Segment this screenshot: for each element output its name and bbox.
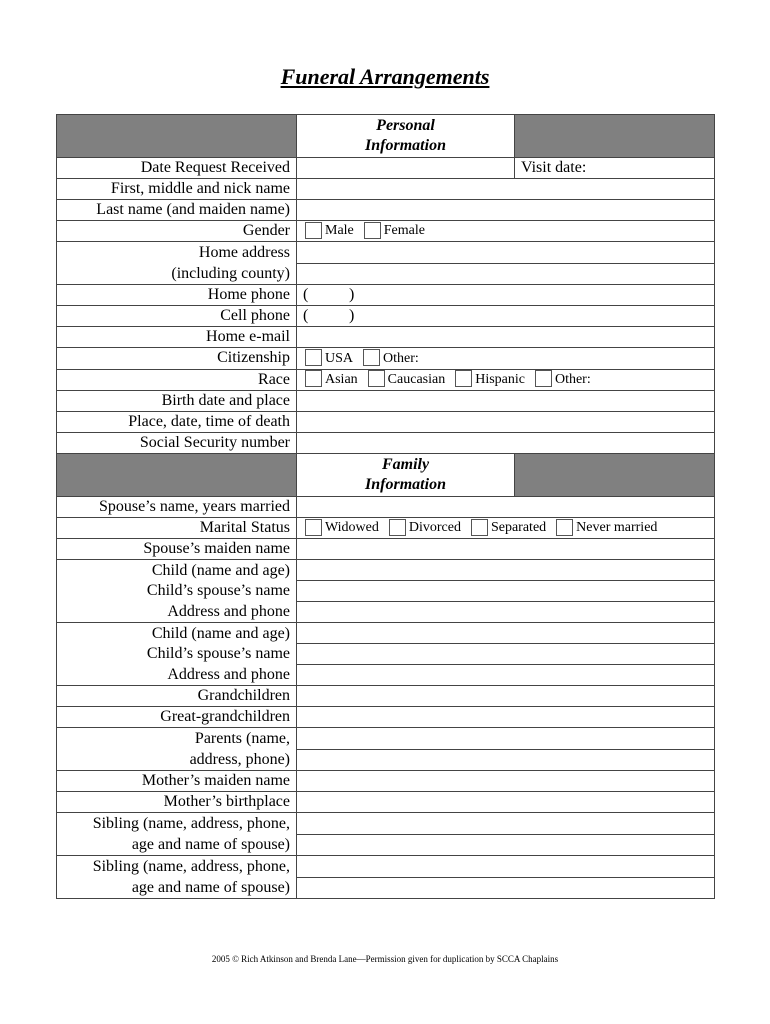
field-child-2-name[interactable] <box>297 623 715 644</box>
form-row <box>57 179 715 200</box>
caucasian-checkbox[interactable] <box>368 370 385 387</box>
field-gender <box>297 221 715 242</box>
field-visit-date[interactable]: Visit date: <box>515 158 715 179</box>
form-row <box>57 560 715 581</box>
field-spouse-maiden[interactable] <box>297 539 715 560</box>
widowed-checkbox[interactable] <box>305 519 322 536</box>
female-option-label: Female <box>383 223 425 239</box>
form-row <box>57 707 715 728</box>
field-grandchildren[interactable] <box>297 686 715 707</box>
label-child-1: Child (name and age) Child’s spouse’s name Address and phone <box>57 560 297 623</box>
label-parents: Parents (name, address, phone) <box>57 728 297 771</box>
form-row <box>57 623 715 644</box>
label-home-phone: Home phone <box>57 285 297 306</box>
field-mother-maiden[interactable] <box>297 771 715 792</box>
label-great-grandchildren: Great-grandchildren <box>57 707 297 728</box>
never-married-checkbox[interactable] <box>556 519 573 536</box>
field-home-address-line2[interactable] <box>297 263 715 285</box>
separated-checkbox[interactable] <box>471 519 488 536</box>
header-shade-right <box>515 453 715 496</box>
header-shade-left <box>57 453 297 496</box>
page-title: Funeral Arrangements <box>280 64 490 89</box>
field-parents-line1[interactable] <box>297 728 715 750</box>
header-shade-left <box>57 115 297 158</box>
label-date-request: Date Request Received <box>57 158 297 179</box>
hispanic-option-label: Hispanic <box>475 371 525 387</box>
label-cell-phone: Cell phone <box>57 306 297 327</box>
field-last-name[interactable] <box>297 200 715 221</box>
form-row <box>57 771 715 792</box>
race-other-checkbox[interactable] <box>535 370 552 387</box>
form-row <box>57 369 715 390</box>
asian-checkbox[interactable] <box>305 370 322 387</box>
form-row <box>57 200 715 221</box>
form-row <box>57 432 715 453</box>
caucasian-option-label: Caucasian <box>387 371 446 387</box>
form-row <box>57 856 715 878</box>
field-sibling-2-line2[interactable] <box>297 877 715 899</box>
label-last-name: Last name (and maiden name) <box>57 200 297 221</box>
label-gender: Gender <box>57 221 297 242</box>
field-child-1-name[interactable] <box>297 560 715 581</box>
label-citizenship: Citizenship <box>57 348 297 369</box>
field-sibling-2-line1[interactable] <box>297 856 715 878</box>
male-checkbox[interactable] <box>305 222 322 239</box>
label-mother-birthplace: Mother’s birthplace <box>57 792 297 813</box>
field-death-place-date-time[interactable] <box>297 411 715 432</box>
widowed-option-label: Widowed <box>325 520 379 536</box>
divorced-option-label: Divorced <box>408 520 461 536</box>
field-child-1-spouse[interactable] <box>297 581 715 602</box>
form-row <box>57 306 715 327</box>
label-birth-date-place: Birth date and place <box>57 390 297 411</box>
field-first-middle-nick[interactable] <box>297 179 715 200</box>
copyright-footer: 2005 © Rich Atkinson and Brenda Lane—Permission given for duplication by SCCA Chaplains <box>211 954 559 964</box>
form-row <box>57 242 715 264</box>
form-row <box>57 411 715 432</box>
label-grandchildren: Grandchildren <box>57 686 297 707</box>
field-race <box>297 369 715 390</box>
field-birth-date-place[interactable] <box>297 390 715 411</box>
field-ssn[interactable] <box>297 432 715 453</box>
label-home-address: Home address (including county) <box>57 242 297 285</box>
field-home-address-line1[interactable] <box>297 242 715 264</box>
form-row <box>57 813 715 835</box>
divorced-checkbox[interactable] <box>389 519 406 536</box>
form-row <box>57 327 715 348</box>
form-row <box>57 517 715 538</box>
label-child-2: Child (name and age) Child’s spouse’s name Address and phone <box>57 623 297 686</box>
usa-option-label: USA <box>325 350 354 366</box>
race-other-label: Other: <box>554 371 591 387</box>
citizenship-other-label: Other: <box>383 350 419 366</box>
male-option-label: Male <box>325 223 354 239</box>
label-ssn: Social Security number <box>57 432 297 453</box>
field-marital-status <box>297 517 715 538</box>
female-checkbox[interactable] <box>364 222 381 239</box>
never-married-option-label: Never married <box>576 520 658 536</box>
family-info-heading: Family Information <box>297 453 515 496</box>
asian-option-label: Asian <box>325 371 358 387</box>
form-row <box>57 792 715 813</box>
family-section-header <box>57 453 715 496</box>
header-shade-right <box>515 115 715 158</box>
label-mother-maiden: Mother’s maiden name <box>57 771 297 792</box>
field-spouse-name-years[interactable] <box>297 496 715 517</box>
personal-info-heading: Personal Information <box>297 115 515 158</box>
field-mother-birthplace[interactable] <box>297 792 715 813</box>
field-citizenship <box>297 348 715 369</box>
field-date-request[interactable] <box>297 158 515 179</box>
label-spouse-maiden: Spouse’s maiden name <box>57 539 297 560</box>
personal-section-header <box>57 115 715 158</box>
form-row <box>57 158 715 179</box>
separated-option-label: Separated <box>490 520 547 536</box>
field-cell-phone[interactable]: ( ) <box>297 306 715 327</box>
citizenship-other-checkbox[interactable] <box>363 349 380 366</box>
hispanic-checkbox[interactable] <box>455 370 472 387</box>
form-row <box>57 539 715 560</box>
field-home-phone[interactable]: ( ) <box>297 285 715 306</box>
field-sibling-1-line1[interactable] <box>297 813 715 835</box>
label-marital-status: Marital Status <box>57 517 297 538</box>
label-spouse-name-years: Spouse’s name, years married <box>57 496 297 517</box>
form-row <box>57 728 715 750</box>
field-sibling-1-line2[interactable] <box>297 834 715 856</box>
field-home-email[interactable] <box>297 327 715 348</box>
form-row <box>57 348 715 369</box>
field-great-grandchildren[interactable] <box>297 707 715 728</box>
funeral-form <box>56 114 715 899</box>
field-parents-line2[interactable] <box>297 749 715 771</box>
usa-checkbox[interactable] <box>305 349 322 366</box>
label-sibling-2: Sibling (name, address, phone, age and name of spouse) <box>57 856 297 899</box>
form-row <box>57 390 715 411</box>
form-row <box>57 496 715 517</box>
form-row <box>57 285 715 306</box>
label-death-place-date-time: Place, date, time of death <box>57 411 297 432</box>
field-child-2-spouse[interactable] <box>297 644 715 665</box>
label-first-middle-nick: First, middle and nick name <box>57 179 297 200</box>
label-race: Race <box>57 369 297 390</box>
field-child-1-address[interactable] <box>297 602 715 623</box>
form-row <box>57 221 715 242</box>
label-sibling-1: Sibling (name, address, phone, age and name of spouse) <box>57 813 297 856</box>
field-child-2-address[interactable] <box>297 665 715 686</box>
form-row <box>57 686 715 707</box>
label-home-email: Home e-mail <box>57 327 297 348</box>
